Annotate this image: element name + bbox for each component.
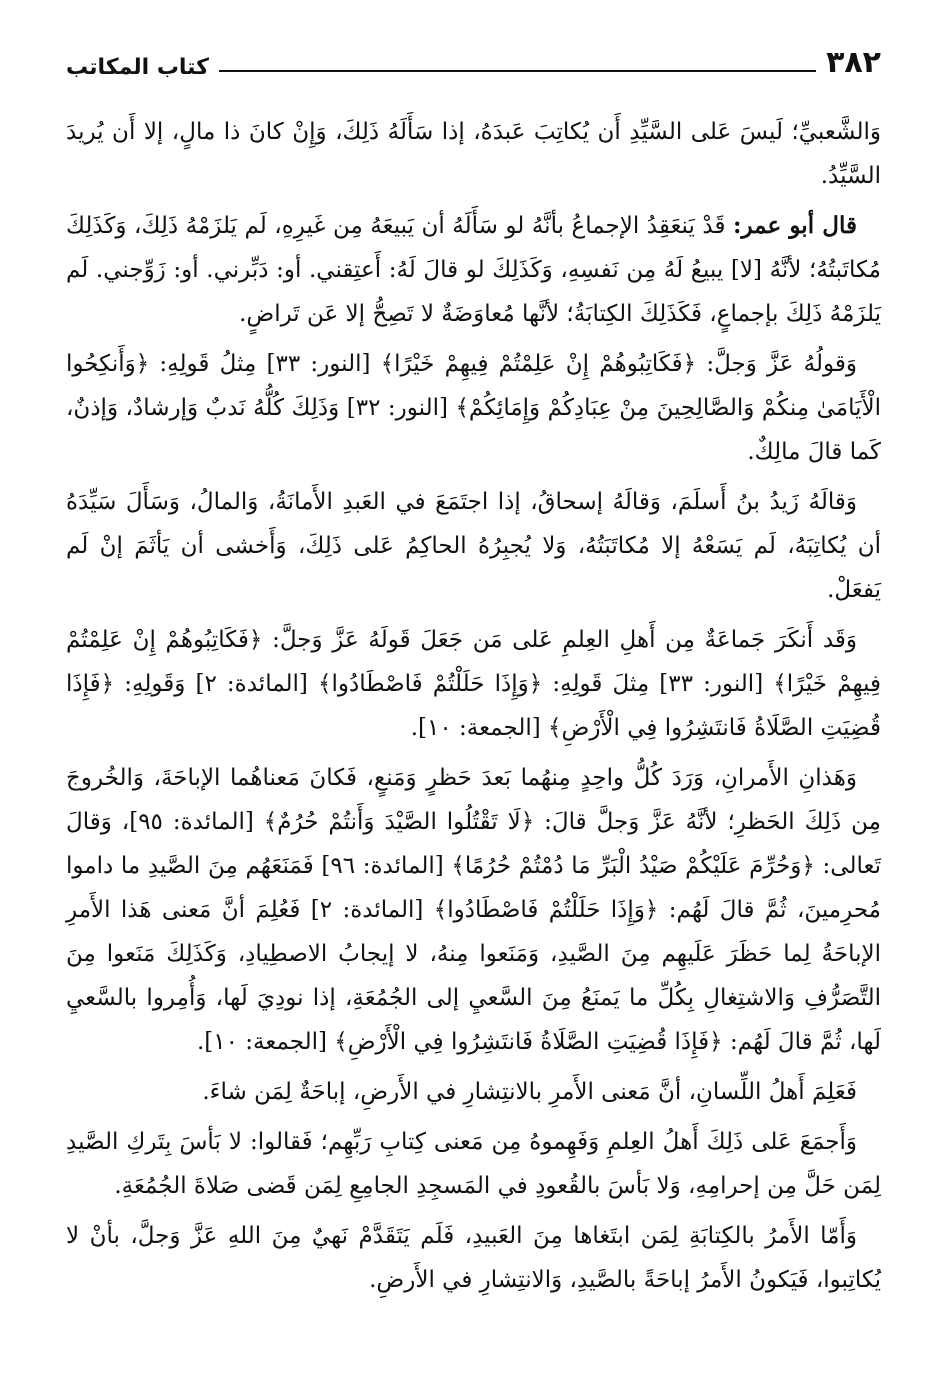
paragraph-text: وَأَمّا الأَمرُ بالكِتابَةِ لِمَن ابتَغاها مِنَ العَبيدِ، فَلَم يَتَقَدَّمْ نَهيٌ مِنَ اللهِ عَزَّ وَجلَّ، بأنْ لا يُكاتِبوا، فَيَكونُ الأَمرُ إباحَةً بالصَّيدِ، وَالانتِشارِ في الأَرضِ. <box>66 1223 881 1293</box>
paragraph-text: وَقَد أَنكَرَ جَماعَةٌ مِن أَهلِ العِلمِ عَلى مَن جَعَلَ قَولَهُ عَزَّ وَجلَّ: ﴿فَكَاتِبُوهُمْ إِنْ عَلِمْتُمْ فِيهِمْ خَيْرًا﴾ [النور: ٣٣] مِثلَ قَولِهِ: ﴿وَإِذَا حَلَلْتُمْ فَاصْطَادُوا﴾ [المائدة: ٢] وَقَولِهِ: ﴿فَإِذَا قُضِيَتِ الصَّلَاةُ فَانتَشِرُوا فِي الْأَرْضِ﴾ [الجمعة: ١٠]. <box>66 627 882 741</box>
paragraph-text: قَدْ يَنعَقِدُ الإجماعُ بأنَّهُ لو سَأَلَهُ أن يَبيعَهُ مِن غَيرِهِ، لَم يَلزَمْهُ ذَلِكَ، وَكَذَلِكَ مُكاتَبتُهُ؛ لأنَّهُ [لا] يبيعُ لَهُ مِن نَفسِهِ، وَكَذَلِكَ لو قالَ لَهُ: أَعتِقني. أو: دَبِّرني. أو: زَوِّجني. لَم يَلزَمْهُ ذَلِكَ بإجماعٍ، فَكَذَلِكَ الكِتابَةُ؛ لأنَّها مُعاوَضَةٌ لا تَصِحُّ إلا عَن تَراضٍ. <box>66 213 881 327</box>
running-title: كتاب المكاتب <box>66 55 209 80</box>
paragraph-text: وَأَجمَعَ عَلى ذَلِكَ أَهلُ العِلمِ وَفَهِموهُ مِن مَعنى كِتابِ رَبِّهِم؛ فَقالوا: لا بَأسَ بِتَركِ الصَّيدِ لِمَن حَلَّ مِن إحرامِهِ، وَلا بَأسَ بالقُعودِ في المَسجِدِ الجامِعِ لِمَن قَضى صَلاةَ الجُمُعَةِ. <box>66 1129 881 1199</box>
paragraph <box>66 1120 881 1208</box>
page-body <box>66 110 881 1302</box>
paragraph <box>66 110 881 198</box>
paragraph <box>66 480 881 612</box>
paragraph-text: وَالشَّعبيِّ؛ لَيسَ عَلى السَّيِّدِ أَن يُكاتِبَ عَبدَهُ، إذا سَأَلَهُ ذَلِكَ، وَإِنْ كانَ ذا مالٍ، إلا أَن يُريدَ السَّيِّدُ. <box>66 119 881 189</box>
paragraph-text: وَقالَهُ زَيدُ بنُ أَسلَمَ، وَقالَهُ إسحاقُ، إذا اجتَمَعَ في العَبدِ الأَمانَةُ، وَالمالُ، وَسَأَلَ سَيِّدَهُ أن يُكاتِبَهُ، لَم يَسَعْهُ إلا مُكاتَبَتُهُ، وَلا يُجبِرُهُ الحاكِمُ عَلى ذَلِكَ، وَأَخشى أن يَأثَمَ إنْ لَم يَفعَلْ. <box>66 489 881 603</box>
paragraph-text: وَقولُهُ عَزَّ وَجلَّ: ﴿فَكَاتِبُوهُمْ إِنْ عَلِمْتُمْ فِيهِمْ خَيْرًا﴾ [النور: ٣٣] مِثلُ قَولِهِ: ﴿وَأَنكِحُوا الْأَيَامَىٰ مِنكُمْ وَالصَّالِحِينَ مِنْ عِبَادِكُمْ وَإِمَائِكُمْ﴾ [النور: ٣٢] وَذَلِكَ كُلُّهُ نَدبٌ وَإرشادٌ، وَإذنٌ، كَما قالَ مالِكٌ. <box>66 351 881 465</box>
paragraph <box>66 1070 881 1114</box>
header-rule <box>219 70 816 72</box>
paragraph <box>66 756 881 1064</box>
paragraph <box>66 618 881 750</box>
paragraph <box>66 1214 881 1302</box>
paragraph <box>66 204 881 336</box>
speaker-label: قال أبو عمر: <box>733 212 858 239</box>
paragraph-text: وَهَذانِ الأَمرانِ، وَرَدَ كُلُّ واحِدٍ مِنهُما بَعدَ حَظرٍ وَمَنعٍ، فَكانَ مَعناهُما الإباحَةَ، وَالخُروجَ مِن ذَلِكَ الحَظرِ؛ لأنَّهُ عَزَّ وَجلَّ قالَ: ﴿لَا تَقْتُلُوا الصَّيْدَ وَأَنتُمْ حُرُمٌ﴾ [المائدة: ٩٥]، وَقالَ تَعالى: ﴿وَحُرِّمَ عَلَيْكُمْ صَيْدُ الْبَرِّ مَا دُمْتُمْ حُرُمًا﴾ [المائدة: ٩٦] فَمَنَعَهُم مِنَ الصَّيدِ ما داموا مُحرِمينَ، ثُمَّ قالَ لَهُم: ﴿وَإِذَا حَلَلْتُمْ فَاصْطَادُوا﴾ [المائدة: ٢] فَعُلِمَ أنَّ مَعنى هَذا الأَمرِ الإباحَةُ لِما حَظَرَ عَلَيهِم مِنَ الصَّيدِ، وَمَنَعوا مِنهُ، لا إيجابُ الاصطِيادِ، وَكَذَلِكَ مَنَعوا مِنَ التَّصَرُّفِ وَالاشتِغالِ بِكُلِّ ما يَمنَعُ مِنَ السَّعيِ إلى الجُمُعَةِ، إذا نودِيَ لَها، وَأُمِروا بالسَّعيِ لَها، ثُمَّ قالَ لَهُم: ﴿فَإِذَا قُضِيَتِ الصَّلَاةُ فَانتَشِرُوا فِي الْأَرْضِ﴾ [الجمعة: ١٠]. <box>66 765 882 1055</box>
paragraph-text: فَعَلِمَ أَهلُ اللِّسانِ، أنَّ مَعنى الأَمرِ بالانتِشارِ في الأَرضِ، إباحَةٌ لِمَن شاءَ. <box>202 1079 857 1105</box>
page-number: ٣٨٢ <box>826 45 881 80</box>
page-header <box>66 28 881 80</box>
paragraph <box>66 342 881 474</box>
